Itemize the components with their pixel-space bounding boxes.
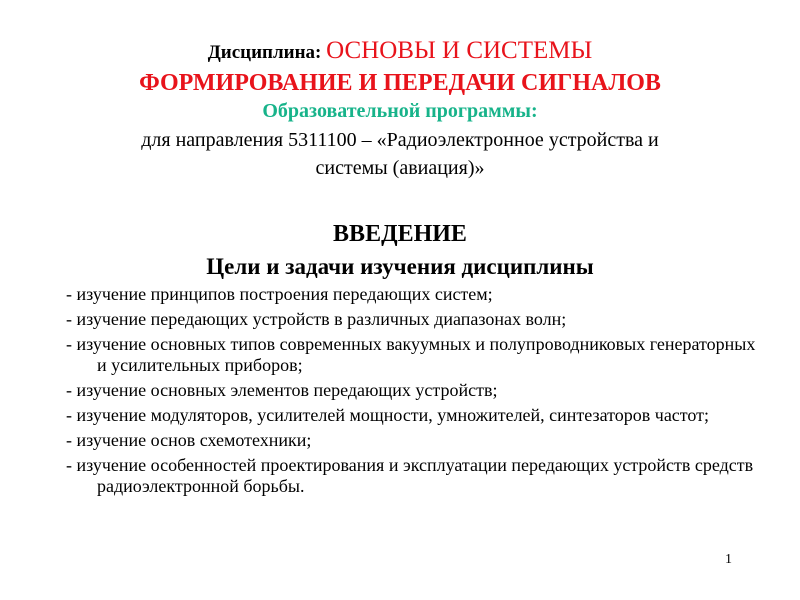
goal-item: - изучение основных элементов передающих устройств;	[66, 380, 498, 400]
direction-line-2: системы (авиация)»	[315, 157, 485, 179]
goal-item: - изучение принципов построения передающих систем;	[66, 284, 493, 304]
page-number: 1	[725, 552, 732, 567]
goals-heading: Цели и задачи изучения дисциплины	[206, 254, 594, 279]
program-label: Образовательной программы:	[262, 100, 538, 122]
discipline-title-part-1: ОСНОВЫ И СИСТЕМЫ	[326, 37, 593, 64]
goals-list	[66, 284, 756, 501]
discipline-title-part-2: ФОРМИРОВАНИЕ И ПЕРЕДАЧИ СИГНАЛОВ	[139, 70, 661, 96]
direction-line-1: для направления 5311100 – «Радиоэлектронное устройства и	[141, 129, 659, 151]
header-line-1	[40, 36, 760, 68]
goal-item: - изучение модуляторов, усилителей мощности, умножителей, синтезаторов частот;	[66, 405, 710, 425]
goal-item: - изучение передающих устройств в различных диапазонах волн;	[66, 309, 567, 329]
direction-text	[40, 126, 760, 182]
goal-item: - изучение основных типов современных вакуумных и полупроводниковых генераторных и усилительных приборов;	[66, 334, 756, 375]
intro-heading: ВВЕДЕНИЕ	[333, 221, 467, 247]
discipline-label: Дисциплина:	[207, 42, 327, 63]
goal-item: - изучение основ схемотехники;	[66, 430, 312, 450]
goal-item: - изучение особенностей проектирования и эксплуатации передающих устройств средств радиоэлектронной борьбы.	[66, 455, 754, 496]
slide-header	[40, 36, 760, 182]
